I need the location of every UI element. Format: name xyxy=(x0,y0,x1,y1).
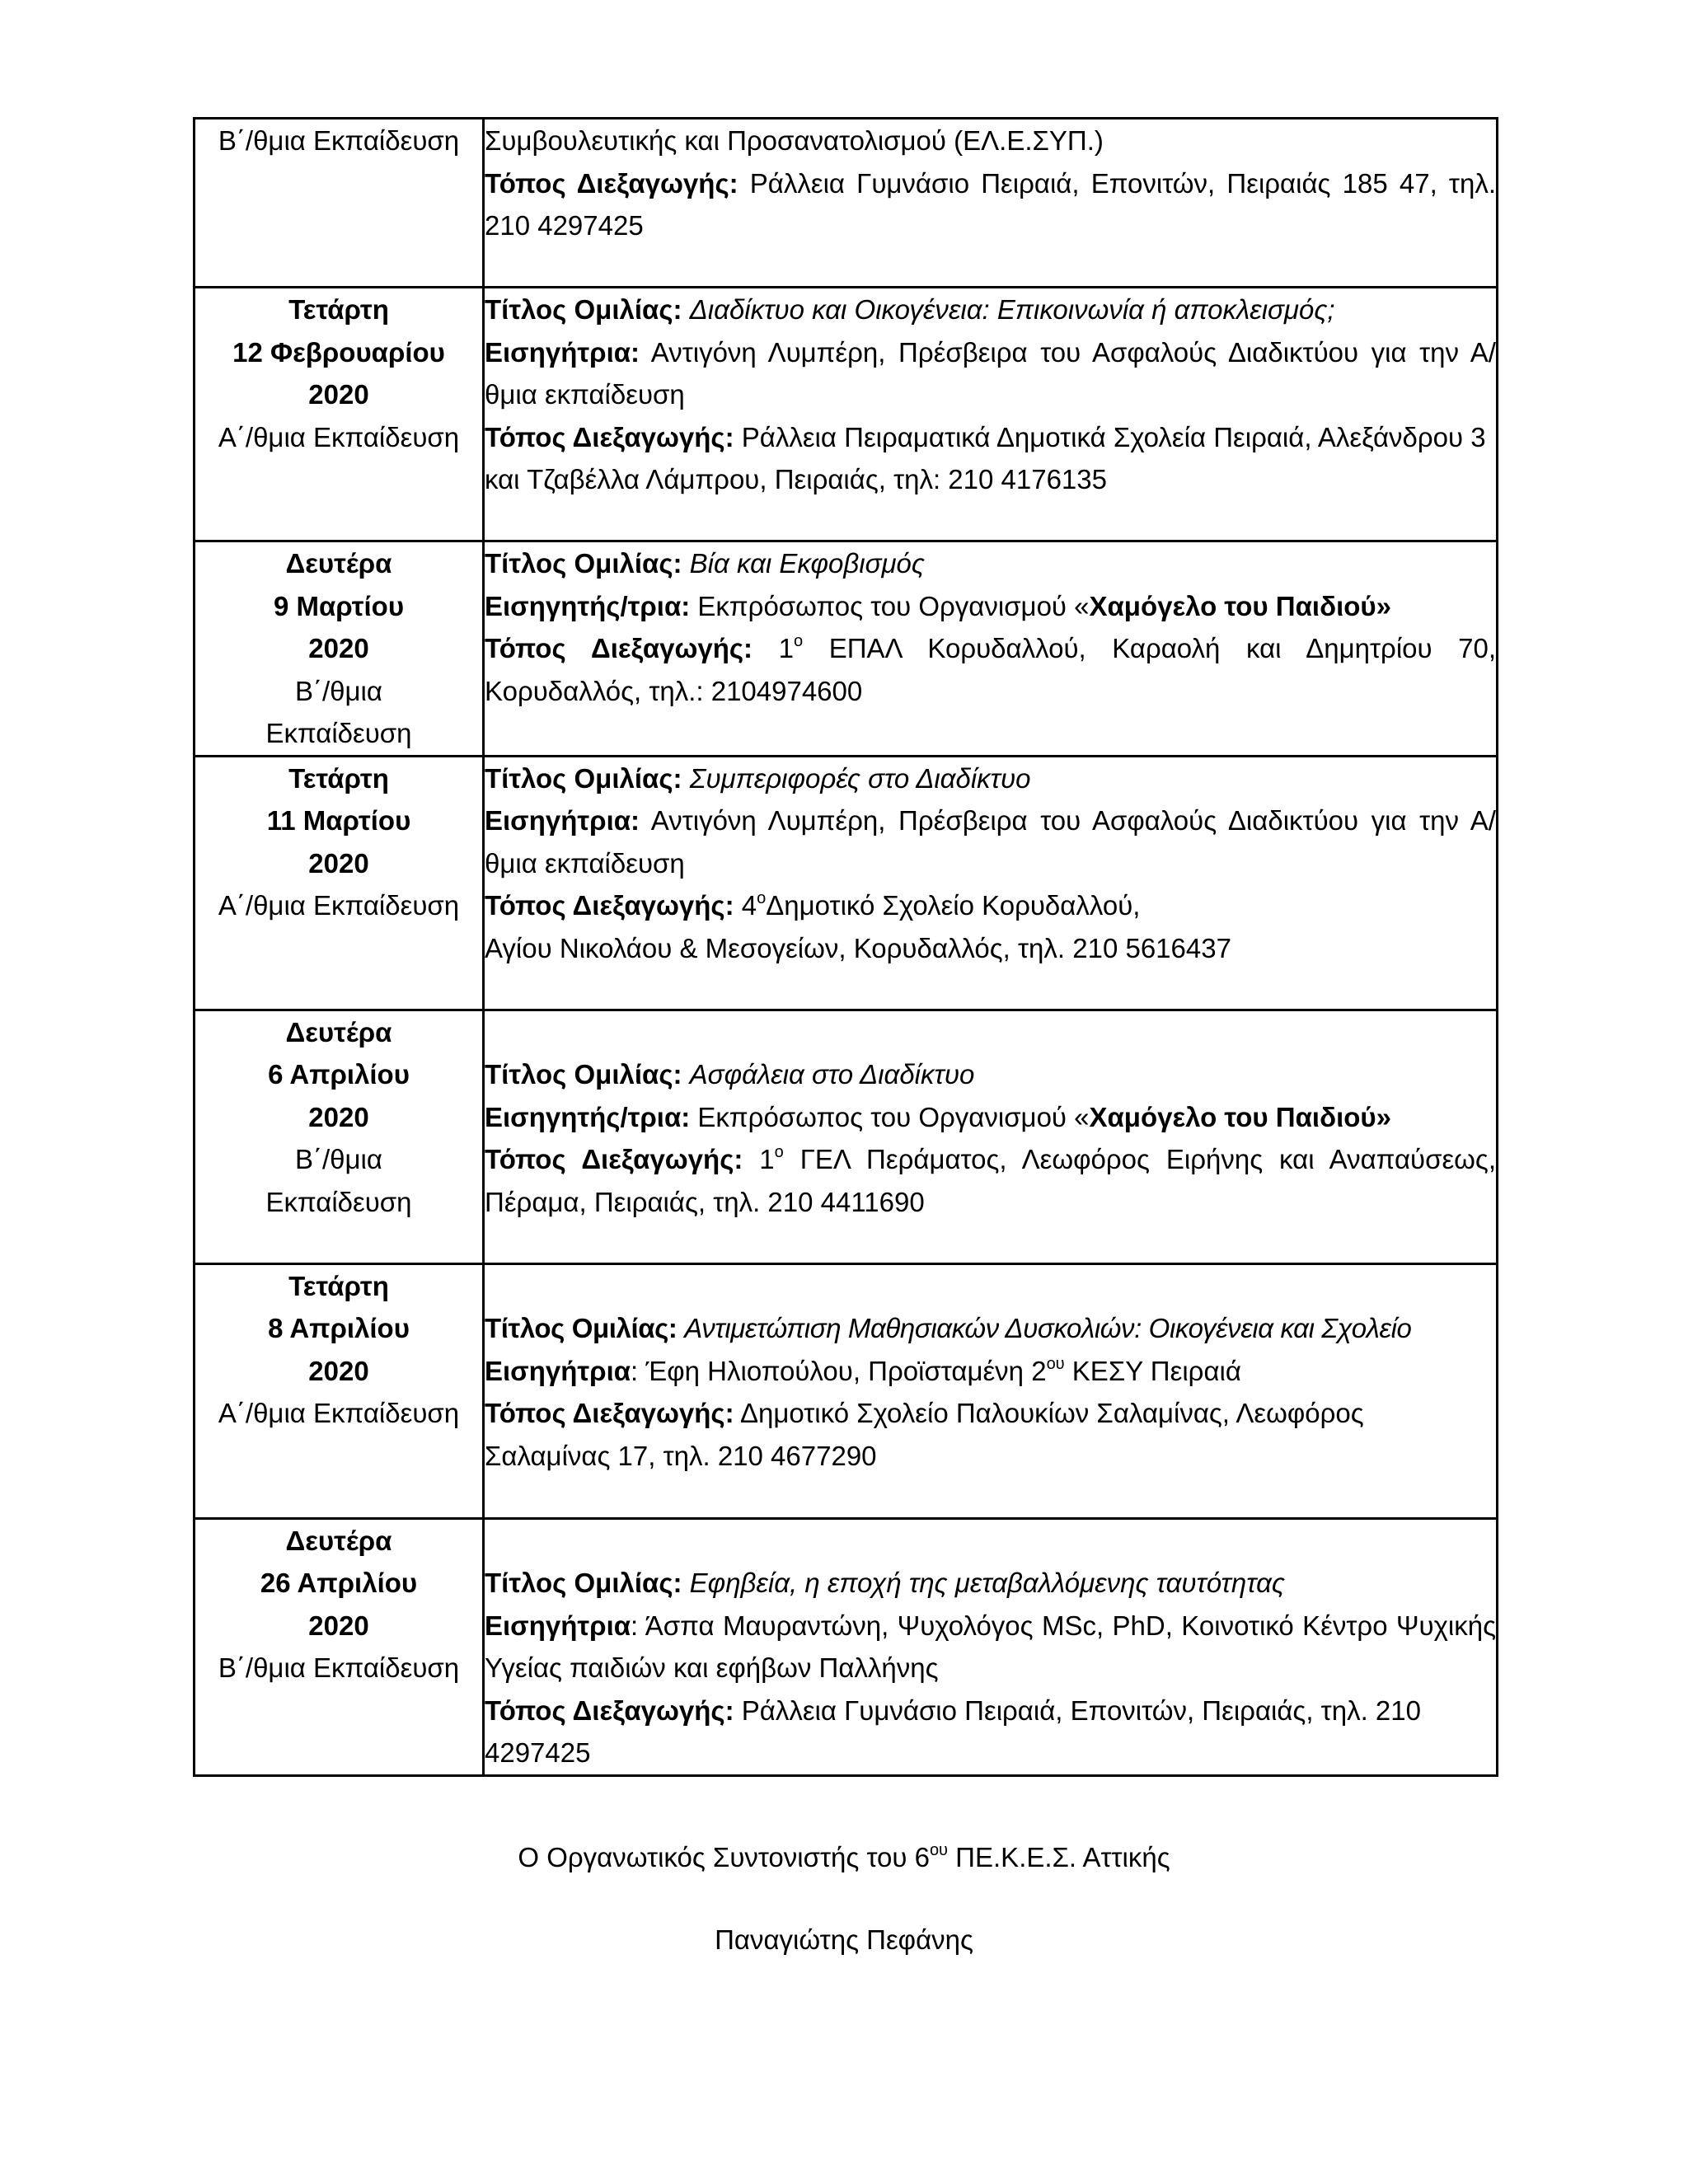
speaker-text: Αντιγόνη Λυμπέρη, Πρέσβειρα του Ασφαλούς Διαδικτύου για την Α/θμια εκπαίδευση xyxy=(485,805,1496,879)
venue-number: 1 xyxy=(759,1144,775,1174)
speaker-text: : Έφη Ηλιοπούλου, Προϊσταμένη 2 xyxy=(631,1355,1047,1386)
speaker-ordinal: ου xyxy=(1046,1354,1065,1373)
date-cell xyxy=(195,541,484,757)
event-day: Τετάρτη xyxy=(288,1270,389,1301)
venue xyxy=(485,1690,1496,1774)
organization-name: Χαμόγελο του Παιδιού» xyxy=(1089,1101,1391,1132)
date-cell xyxy=(195,756,484,1010)
title-label: Τίτλος Ομιλίας: xyxy=(485,1313,678,1343)
detail-cell xyxy=(484,756,1498,1010)
coordinator-text-2: ΠΕ.Κ.Ε.Σ. Αττικής xyxy=(948,1842,1170,1872)
title-text: Αντιμετώπιση Μαθησιακών Δυσκολιών: Οικογένεια και Σχολείο xyxy=(684,1313,1412,1343)
event-year: 2020 xyxy=(308,379,369,410)
venue-text: ΕΠΑΛ Κορυδαλλού, Καραολή και Δημητρίου 70, Κορυδαλλός, τηλ.: 2104974600 xyxy=(485,633,1497,706)
talk-title xyxy=(485,1307,1496,1350)
education-level: Β΄/θμια xyxy=(295,675,382,706)
speaker-text: Αντιγόνη Λυμπέρη, Πρέσβειρα του Ασφαλούς Διαδικτύου για την Α/θμια εκπαίδευση xyxy=(485,336,1496,410)
event-date: 26 Απριλίου xyxy=(260,1568,418,1598)
detail-cell xyxy=(484,119,1498,288)
continuation-text: Συμβουλευτικής και Προσανατολισμού (ΕΛ.Ε.ΣΥΠ.) xyxy=(485,125,1104,156)
education-level: Α΄/θμια Εκπαίδευση xyxy=(218,421,460,452)
detail-cell xyxy=(484,1010,1498,1263)
venue xyxy=(485,627,1496,712)
venue xyxy=(485,884,1496,927)
venue-text: Ράλλεια Πειραματικά Δημοτικά Σχολεία Πειραιά, Αλεξάνδρου 3 και Τζαβέλλα Λάμπρου, Πειραιάς, τηλ: 210 4176135 xyxy=(485,421,1486,494)
venue-label: Τόπος Διεξαγωγής: xyxy=(485,421,734,452)
title-label: Τίτλος Ομιλίας: xyxy=(485,1568,682,1598)
education-level: Α΄/θμια Εκπαίδευση xyxy=(218,890,460,921)
venue-text: Δημοτικό Σχολείο Κορυδαλλού, xyxy=(766,890,1141,921)
talk-title xyxy=(485,757,1496,800)
date-cell xyxy=(195,1263,484,1518)
title-text: Βία και Εκφοβισμός xyxy=(689,548,925,579)
coordinator-text: Ο Οργανωτικός Συντονιστής του 6 xyxy=(518,1842,930,1872)
spacer xyxy=(485,1520,1496,1563)
event-date: 6 Απριλίου xyxy=(268,1059,410,1090)
event-day: Δευτέρα xyxy=(285,1016,392,1047)
speaker xyxy=(485,1605,1496,1690)
spacer xyxy=(485,1265,1496,1308)
detail-cell xyxy=(484,288,1498,541)
venue-text: ΓΕΛ Περάματος, Λεωφόρος Ειρήνης και Αναπαύσεως, Πέραμα, Πειραιάς, τηλ. 210 4411690 xyxy=(485,1144,1496,1217)
detail-cell xyxy=(484,541,1498,757)
speaker xyxy=(485,799,1496,884)
venue-ordinal: ο xyxy=(757,889,767,907)
venue-label: Τόπος Διεξαγωγής: xyxy=(485,890,734,921)
education-level: Β΄/θμια Εκπαίδευση xyxy=(218,1652,460,1683)
speaker-text: : Άσπα Μαυραντώνη, Ψυχολόγος MSc, PhD, Κοινοτικό Κέντρο Ψυχικής Υγείας παιδιών και εφήβων Παλλήνης xyxy=(485,1610,1496,1683)
speaker-label: Εισηγητής/τρια: xyxy=(485,1101,691,1132)
event-day: Δευτέρα xyxy=(285,548,392,579)
event-date: 11 Μαρτίου xyxy=(266,805,411,836)
event-year: 2020 xyxy=(308,633,369,663)
venue xyxy=(485,1138,1496,1223)
education-level: Β΄/θμια Εκπαίδευση xyxy=(218,125,460,156)
organization-name: Χαμόγελο του Παιδιού» xyxy=(1089,590,1391,621)
venue-text: Ράλλεια Γυμνάσιο Πειραιά, Επονιτών, Πειραιάς 185 47, τηλ. 210 4297425 xyxy=(485,167,1496,241)
event-year: 2020 xyxy=(308,1101,369,1132)
speaker-label: Εισηγήτρια xyxy=(485,1355,631,1386)
venue-ordinal: ο xyxy=(774,1143,784,1161)
coordinator-title xyxy=(0,1842,1688,1873)
education-level: Α΄/θμια Εκπαίδευση xyxy=(218,1398,460,1428)
title-text: Ασφάλεια στο Διαδίκτυο xyxy=(689,1059,975,1090)
speaker xyxy=(485,585,1496,628)
speaker xyxy=(485,1350,1496,1393)
schedule-table xyxy=(193,117,1498,1777)
coordinator-ordinal: ου xyxy=(929,1841,948,1859)
speaker xyxy=(485,1096,1496,1139)
spacer xyxy=(485,1011,1496,1054)
venue-text: Ράλλεια Γυμνάσιο Πειραιά, Επονιτών, Πειραιάς, τηλ. 210 4297425 xyxy=(485,1694,1421,1768)
table-row xyxy=(195,1263,1498,1518)
venue xyxy=(485,1392,1496,1477)
venue-ordinal: ο xyxy=(793,632,804,650)
speaker-label: Εισηγήτρια xyxy=(485,1610,631,1641)
event-year: 2020 xyxy=(308,1355,369,1386)
talk-title xyxy=(485,1053,1496,1096)
title-label: Τίτλος Ομιλίας: xyxy=(485,548,682,579)
education-level-2: Εκπαίδευση xyxy=(265,718,412,748)
coordinator-name: Παναγιώτης Πεφάνης xyxy=(715,1924,973,1955)
venue-label: Τόπος Διεξαγωγής: xyxy=(485,633,753,663)
venue-label: Τόπος Διεξαγωγής: xyxy=(485,1398,734,1428)
speaker-label: Εισηγήτρια: xyxy=(485,805,640,836)
venue-address: Αγίου Νικολάου & Μεσογείων, Κορυδαλλός, τηλ. 210 5616437 xyxy=(485,932,1231,963)
event-date: 9 Μαρτίου xyxy=(273,590,405,621)
title-text: Εφηβεία, η εποχή της μεταβαλλόμενης ταυτότητας xyxy=(689,1568,1285,1598)
table-row xyxy=(195,756,1498,1010)
venue-number: 1 xyxy=(778,633,794,663)
table-row xyxy=(195,288,1498,541)
table-row xyxy=(195,1010,1498,1263)
venue xyxy=(485,162,1496,247)
talk-title xyxy=(485,542,1496,585)
table-row xyxy=(195,541,1498,757)
speaker-text: Εκπρόσωπος του Οργανισμού « xyxy=(697,1101,1090,1132)
detail-cell xyxy=(484,1263,1498,1518)
venue-text: Δημοτικό Σχολείο Παλουκίων Σαλαμίνας, Λεωφόρος Σαλαμίνας 17, τηλ. 210 4677290 xyxy=(485,1398,1364,1471)
date-cell xyxy=(195,1518,484,1775)
venue-number: 4 xyxy=(741,890,757,921)
education-level-2: Εκπαίδευση xyxy=(265,1186,412,1217)
date-cell xyxy=(195,1010,484,1263)
title-label: Τίτλος Ομιλίας: xyxy=(485,762,682,794)
title-text: Συμπεριφορές στο Διαδίκτυο xyxy=(689,762,1031,794)
date-cell xyxy=(195,288,484,541)
speaker-label: Εισηγήτρια: xyxy=(485,336,640,368)
venue xyxy=(485,416,1496,501)
title-label: Τίτλος Ομιλίας: xyxy=(485,294,682,325)
event-day: Δευτέρα xyxy=(285,1525,392,1556)
table-row xyxy=(195,119,1498,288)
event-day: Τετάρτη xyxy=(288,294,389,325)
speaker-label: Εισηγητής/τρια: xyxy=(485,590,691,621)
event-date: 8 Απριλίου xyxy=(268,1313,410,1343)
venue-label: Τόπος Διεξαγωγής: xyxy=(485,1694,734,1726)
event-year: 2020 xyxy=(308,847,369,879)
talk-title xyxy=(485,288,1496,331)
talk-title xyxy=(485,1562,1496,1605)
event-date: 12 Φεβρουαρίου xyxy=(232,336,445,368)
title-label: Τίτλος Ομιλίας: xyxy=(485,1059,682,1090)
date-cell xyxy=(195,119,484,288)
detail-cell xyxy=(484,1518,1498,1775)
speaker-text: Εκπρόσωπος του Οργανισμού « xyxy=(697,590,1090,621)
venue-label: Τόπος Διεξαγωγής: xyxy=(485,167,738,199)
speaker-text-2: ΚΕΣΥ Πειραιά xyxy=(1064,1355,1241,1386)
event-year: 2020 xyxy=(308,1610,369,1641)
table-row xyxy=(195,1518,1498,1775)
speaker xyxy=(485,331,1496,416)
title-text: Διαδίκτυο και Οικογένεια: Επικοινωνία ή αποκλεισμός; xyxy=(689,294,1335,325)
education-level: Β΄/θμια xyxy=(295,1144,382,1174)
event-day: Τετάρτη xyxy=(288,762,389,794)
venue-label: Τόπος Διεξαγωγής: xyxy=(485,1144,743,1174)
